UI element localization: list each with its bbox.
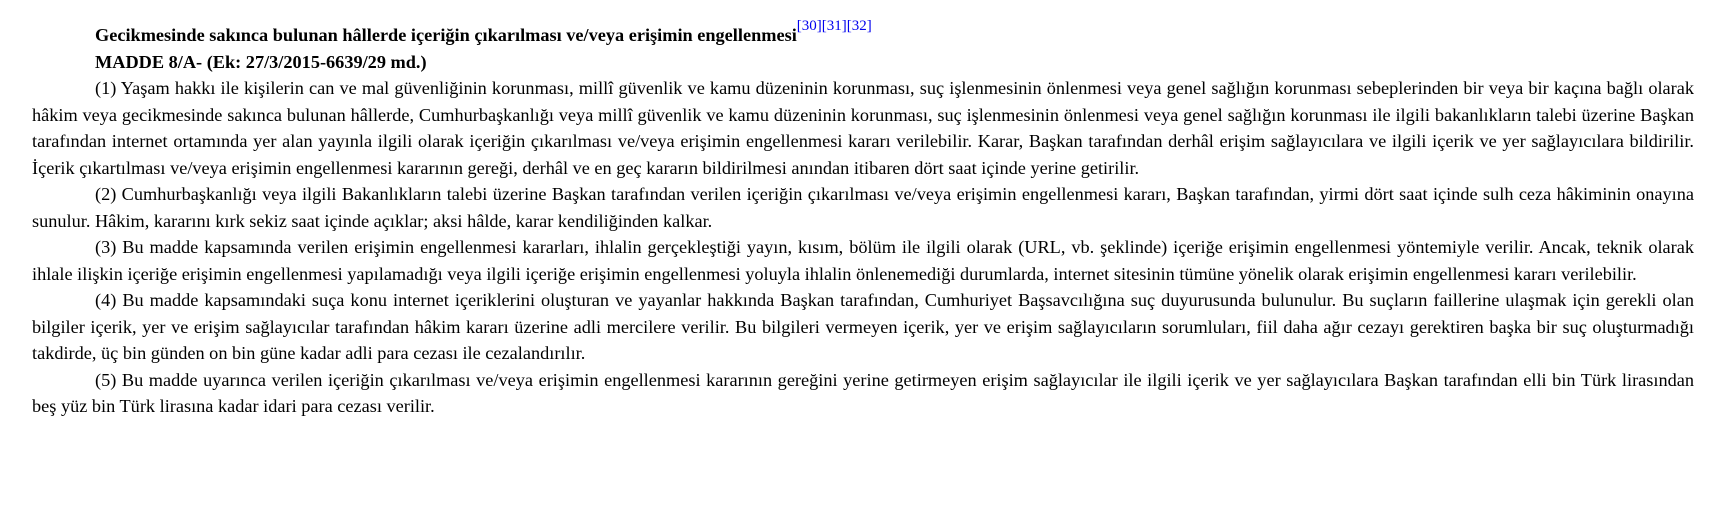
footnote-link-32[interactable]: [32] [846, 18, 872, 34]
footnote-link-30[interactable]: [30] [796, 18, 822, 34]
paragraph-4: (4) Bu madde kapsamındaki suça konu internet içeriklerini oluşturan ve yayanlar hakkında Başkan tarafından, Cumhuriyet Başsavcılığına suç duyurusunda bulunulur. Bu suçların faillerine ulaşmak için gerekli olan bilgiler içerik, yer ve erişim sağlayıcılar tarafından hâkim kararı üzerine adli mercilere verilir. Bu bilgileri vermeyen içerik, yer ve erişim sağlayıcıların sorumluları, fiil daha ağır cezayı gerektiren başka bir suç oluşturmadığı takdirde, üç bin günden on bin güne kadar adli para cezası ile cezalandırılır. [32, 290, 1694, 363]
article-number: MADDE 8/A- (Ek: 27/3/2015-6639/29 md.) [95, 51, 427, 72]
footnote-link-31[interactable]: [31] [821, 18, 847, 34]
paragraph-3: (3) Bu madde kapsamında verilen erişimin engellenmesi kararları, ihlalin gerçekleştiği yayın, kısım, bölüm ile ilgili olarak (URL, vb. şeklinde) içeriğe erişimin engellenmesi yöntemiyle verilir. Ancak, teknik olarak ihlale ilişkin içeriğe erişimin engellenmesi yapılamadığı veya ilgili içeriğe erişimin engellenmesi yoluyla ihlalin önlenemediği durumlarda, internet sitesinin tümüne yönelik olarak erişimin engellenmesi kararı verilebilir. [32, 237, 1694, 284]
paragraph-1: (1) Yaşam hakkı ile kişilerin can ve mal güvenliğinin korunması, millî güvenlik ve kamu düzeninin korunması, suç işlenmesinin önlenmesi veya genel sağlığın korunması sebeplerinden bir veya bir kaçına bağlı olarak hâkim veya gecikmesinde sakınca bulunan hâllerde, Cumhurbaşkanlığı veya millî güvenlik ve kamu düzeninin korunması, suç işlenmesinin önlenmesi veya genel sağlığın korunması ile ilgili bakanlıkların talebi üzerine Başkan tarafından internet ortamında yer alan yayınla ilgili olarak içeriğin çıkarılması ve/veya erişimin engellenmesi kararı verilebilir. Karar, Başkan tarafından derhâl erişim sağlayıcılara ve ilgili içerik ve yer sağlayıcılara bildirilir. İçerik çıkartılması ve/veya erişimin engellenmesi kararının gereği, derhâl ve en geç kararın bildirilmesi anından itibaren dört saat içinde yerine getirilir. [32, 78, 1694, 178]
section-title: Gecikmesinde sakınca bulunan hâllerde içeriğin çıkarılması ve/veya erişimin engellenmesi [95, 25, 797, 45]
paragraph-2: (2) Cumhurbaşkanlığı veya ilgili Bakanlıkların talebi üzerine Başkan tarafından verilen içeriğin çıkarılması ve/veya erişimin engellenmesi kararı, Başkan tarafından, yirmi dört saat içinde sulh ceza hâkiminin onayına sunulur. Hâkim, kararını kırk sekiz saat içinde açıklar; aksi hâlde, karar kendiliğinden kalkar. [32, 184, 1694, 231]
paragraph-5: (5) Bu madde uyarınca verilen içeriğin çıkarılması ve/veya erişimin engellenmesi kararının gereğini yerine getirmeyen erişim sağlayıcılar ile ilgili içerik ve yer sağlayıcılara Başkan tarafından elli bin Türk lirasından beş yüz bin Türk lirasına kadar idari para cezası verilir. [32, 369, 1694, 416]
section-heading [32, 18, 1694, 49]
footnote-refs [797, 18, 872, 34]
